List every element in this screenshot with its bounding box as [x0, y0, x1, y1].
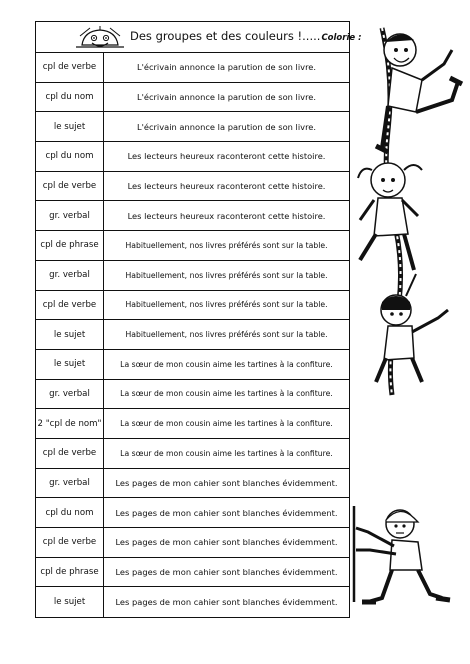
- table-row: [36, 53, 349, 83]
- table-row: [36, 172, 349, 202]
- group-label-cell: cpl de verbe: [36, 291, 104, 320]
- exercise-table: [35, 21, 362, 618]
- sentence-cell[interactable]: La sœur de mon cousin aime les tartines à la confiture.: [120, 419, 333, 429]
- group-label-cell: gr. verbal: [36, 201, 104, 230]
- group-label-cell: cpl du nom: [36, 142, 104, 171]
- sentence-cell[interactable]: Les pages de mon cahier sont blanches évidemment.: [115, 537, 338, 548]
- table-row: [36, 291, 349, 321]
- table-row: [36, 409, 349, 439]
- sentence-cell[interactable]: L'écrivain annonce la parution de son livre.: [136, 92, 317, 103]
- sentence-cell[interactable]: Les lecteurs heureux raconteront cette histoire.: [127, 210, 326, 221]
- sentence-cell[interactable]: Habituellement, nos livres préférés sont sur la table.: [125, 270, 328, 280]
- sentence-cell[interactable]: La sœur de mon cousin aime les tartines à la confiture.: [120, 389, 333, 399]
- page-title: [130, 29, 362, 43]
- table-row: [36, 350, 349, 380]
- table-row: [36, 83, 349, 113]
- title-main: Des groupes et des couleurs !.....: [130, 29, 321, 43]
- table-body: [36, 53, 349, 617]
- title-instruction: Colorie :: [321, 33, 362, 43]
- table-row: [36, 112, 349, 142]
- table-row: [36, 558, 349, 588]
- group-label-cell: cpl de verbe: [36, 172, 104, 201]
- sentence-cell[interactable]: Habituellement, nos livres préférés sont sur la table.: [125, 330, 328, 340]
- table-row: [36, 320, 349, 350]
- group-label-cell: cpl de verbe: [36, 439, 104, 468]
- group-label-cell: le sujet: [36, 350, 104, 379]
- group-label-cell: cpl de verbe: [36, 53, 104, 82]
- table-row: [36, 469, 349, 499]
- table-row: [36, 587, 349, 617]
- cartoon-face-icon: [74, 25, 126, 49]
- group-label-cell: le sujet: [36, 112, 104, 141]
- table-row: [36, 142, 349, 172]
- table-row: [36, 231, 349, 261]
- sentence-cell[interactable]: L'écrivain annonce la parution de son livre.: [136, 121, 317, 132]
- sentence-cell[interactable]: Habituellement, nos livres préférés sont sur la table.: [125, 300, 328, 310]
- group-label-cell: cpl de verbe: [36, 528, 104, 557]
- table-row: [36, 261, 349, 291]
- group-label-cell: gr. verbal: [36, 469, 104, 498]
- sentence-cell[interactable]: Les pages de mon cahier sont blanches évidemment.: [115, 597, 338, 608]
- sentence-cell[interactable]: La sœur de mon cousin aime les tartines à la confiture.: [120, 359, 333, 369]
- group-label-cell: gr. verbal: [36, 261, 104, 290]
- group-label-cell: cpl de phrase: [36, 558, 104, 587]
- group-label-cell: cpl du nom: [36, 498, 104, 527]
- group-label-cell: gr. verbal: [36, 380, 104, 409]
- sentence-cell[interactable]: Les pages de mon cahier sont blanches évidemment.: [115, 567, 338, 578]
- title-row: [36, 22, 362, 53]
- group-label-cell: 2 "cpl de nom": [36, 409, 104, 438]
- table-row: [36, 380, 349, 410]
- sentence-cell[interactable]: Les pages de mon cahier sont blanches évidemment.: [115, 477, 338, 488]
- sentence-cell[interactable]: Habituellement, nos livres préférés sont sur la table.: [125, 240, 328, 250]
- sentence-cell[interactable]: La sœur de mon cousin aime les tartines à la confiture.: [120, 448, 333, 458]
- children-climbing-rope-illustration: [352, 20, 464, 400]
- sentence-cell[interactable]: Les lecteurs heureux raconteront cette histoire.: [127, 181, 326, 192]
- table-row: [36, 498, 349, 528]
- group-label-cell: cpl de phrase: [36, 231, 104, 260]
- table-row: [36, 528, 349, 558]
- group-label-cell: cpl du nom: [36, 83, 104, 112]
- group-label-cell: le sujet: [36, 320, 104, 349]
- group-label-cell: le sujet: [36, 587, 104, 617]
- child-pushing-illustration: [352, 498, 464, 610]
- sentence-cell[interactable]: L'écrivain annonce la parution de son livre.: [136, 62, 317, 73]
- table-row: [36, 201, 349, 231]
- sentence-cell[interactable]: Les lecteurs heureux raconteront cette histoire.: [127, 151, 326, 162]
- table-row: [36, 439, 349, 469]
- sentence-cell[interactable]: Les pages de mon cahier sont blanches évidemment.: [115, 507, 338, 518]
